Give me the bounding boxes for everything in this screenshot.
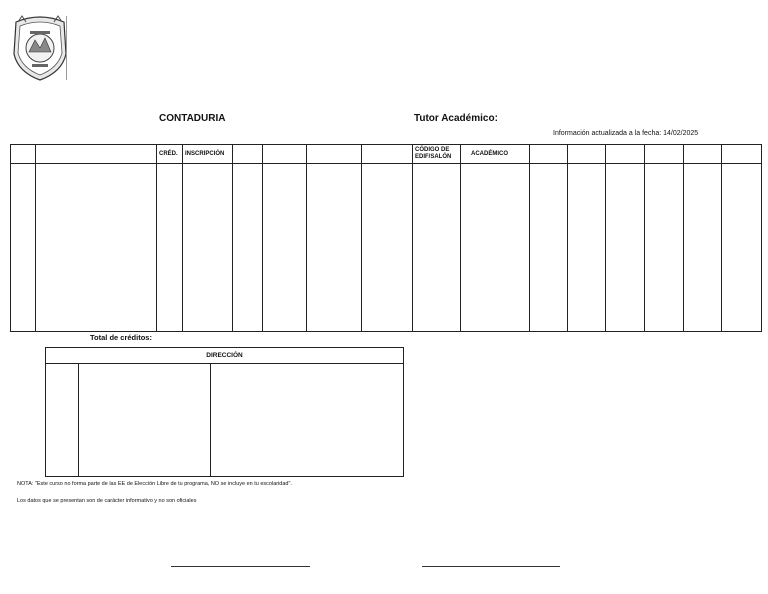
table-cell	[307, 164, 362, 332]
signature-line	[171, 566, 310, 567]
column-header	[263, 145, 307, 164]
program-title: CONTADURIA	[159, 113, 226, 124]
column-header	[645, 145, 684, 164]
elective-note: NOTA: "Este curso no forma parte de las EE de Elección Libre de tu programa, NO se incluye en tu escolaridad".	[17, 481, 292, 487]
column-header-academic: ACADÉMICO	[461, 145, 530, 164]
table-cell	[211, 364, 404, 477]
direccion-table	[45, 347, 403, 477]
column-header	[11, 145, 36, 164]
updated-date-text: Información actualizada a la fecha: 14/02/2025	[553, 130, 699, 137]
column-header	[722, 145, 762, 164]
schedule-table	[10, 144, 761, 332]
table-cell	[263, 164, 307, 332]
column-header	[36, 145, 157, 164]
table-cell	[413, 164, 461, 332]
table-cell	[645, 164, 684, 332]
column-header	[568, 145, 606, 164]
disclaimer-note: Los datos que se presentan son de carácter informativo y no son oficiales	[17, 498, 197, 504]
column-header-credits: CRÉD.	[157, 145, 183, 164]
table-cell	[722, 164, 762, 332]
column-header	[684, 145, 722, 164]
table-cell	[36, 164, 157, 332]
column-header	[307, 145, 362, 164]
table-cell	[461, 164, 530, 332]
table-cell	[233, 164, 263, 332]
logo-divider	[66, 16, 67, 80]
table-cell	[606, 164, 645, 332]
column-header-inscription: INSCRIPCIÓN	[183, 145, 233, 164]
column-header	[233, 145, 263, 164]
direccion-header-row	[46, 348, 404, 364]
schedule-header-row	[11, 145, 762, 164]
total-credits-label: Total de créditos:	[90, 333, 152, 342]
table-cell	[11, 164, 36, 332]
table-cell	[684, 164, 722, 332]
table-cell	[362, 164, 413, 332]
column-header	[606, 145, 645, 164]
table-cell	[79, 364, 211, 477]
tutor-label: Tutor Académico:	[414, 113, 498, 124]
column-header	[530, 145, 568, 164]
column-header-building-room: CÓDIGO DE EDIF/SALÓN	[413, 145, 461, 164]
university-seal-icon	[10, 14, 70, 82]
table-row	[11, 164, 762, 332]
direccion-header: DIRECCIÓN	[46, 348, 404, 364]
table-row	[46, 364, 404, 477]
table-cell	[46, 364, 79, 477]
signature-line	[422, 566, 560, 567]
table-cell	[568, 164, 606, 332]
table-cell	[530, 164, 568, 332]
column-header	[362, 145, 413, 164]
table-cell	[183, 164, 233, 332]
table-cell	[157, 164, 183, 332]
